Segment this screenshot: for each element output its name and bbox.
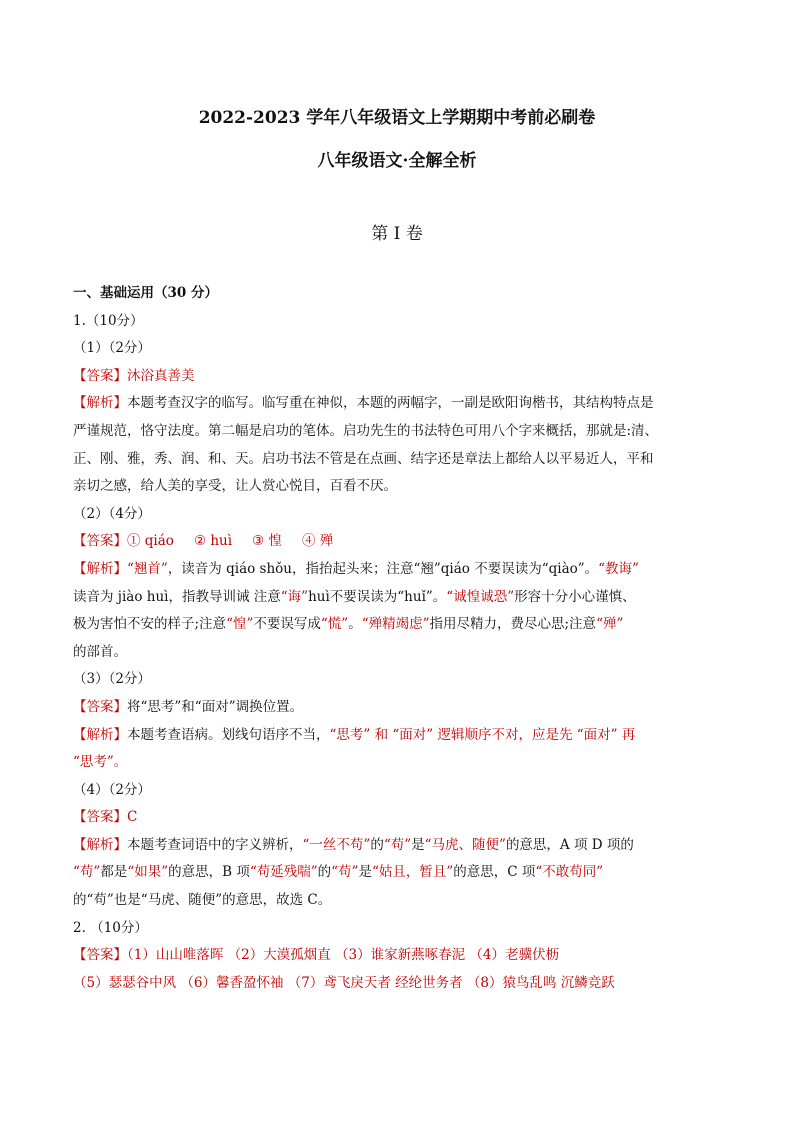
highlight: “姑且，暂且”: [371, 864, 454, 881]
answer-text: C: [127, 809, 138, 826]
answer-tag: 【答案】: [73, 367, 127, 384]
analysis-text: ，读音为 qiáo shǒu，指抬起头来；注意“翘”qiáo 不要误读为“qiào”。: [167, 560, 599, 577]
highlight: “如果”: [127, 864, 169, 881]
analysis-text: 。: [348, 616, 362, 633]
analysis-text: 不要误写成: [253, 616, 321, 633]
q1-p2-analysis-line: [73, 556, 729, 584]
q1-p3-analysis-line: “思考”。: [73, 754, 128, 771]
highlight: “苟”: [331, 864, 359, 881]
answer-text: 将“思考”和“面对”调换位置。: [127, 698, 304, 715]
answer-tag: 【答案】: [73, 698, 127, 715]
analysis-text: 的: [317, 864, 332, 881]
highlight: “慌”: [320, 616, 349, 633]
highlight: “不敢苟同”: [535, 864, 604, 881]
volume-title: 第 I 卷: [371, 224, 423, 244]
q1-p1-label: （1）（2分）: [73, 340, 151, 357]
highlight: “教诲”: [598, 560, 639, 577]
analysis-text: 读音为 jiào huì，指教导训诫 注意: [73, 588, 281, 605]
answer-content: [73, 280, 729, 997]
q1-p1-answer: [73, 363, 729, 391]
analysis-text: 是: [358, 864, 372, 881]
analysis-text: 的意思，B 项: [168, 864, 250, 881]
q1-p1-analysis-line: [73, 390, 729, 418]
answer-tag: 【答案】: [73, 809, 127, 826]
section-heading: 一、基础运用（30 分）: [73, 285, 218, 301]
analysis-tag: 【解析】: [73, 836, 127, 853]
q1-label: 1.（10分）: [73, 312, 144, 329]
analysis-text: 都是: [100, 864, 128, 881]
analysis-tag: 【解析】: [73, 395, 127, 412]
exam-title: 2022-2023 学年八年级语文上学期期中考前必刷卷: [198, 108, 596, 128]
answer-item: ① qiáo: [127, 533, 174, 550]
analysis-text: 极为害怕不安的样子;注意: [73, 616, 227, 633]
q1-p2-analysis-line: [73, 584, 729, 612]
highlight: “一丝不苟”: [302, 836, 371, 853]
analysis-text: huì不要误读为“huǐ”。: [308, 588, 447, 605]
analysis-text: 的: [370, 836, 384, 853]
highlight: “翘首”: [127, 560, 168, 577]
analysis-text: 本题考查词语中的字义辨析，: [127, 836, 303, 853]
highlight: “惶”: [226, 616, 254, 633]
q2-answer-line: [73, 942, 729, 970]
q1-p4-answer: [73, 804, 729, 832]
q1-p2-answer: [73, 528, 729, 556]
q2-answer-line: （5）瑟瑟谷中风 （6）馨香盈怀袖 （7）鸢飞戾天者 经纶世务者 （8）猿鸟乱鸣 沉鳞竞跃: [73, 974, 615, 991]
q1-p4-label: （4）（2分）: [73, 781, 151, 798]
highlight: “诲”: [280, 588, 309, 605]
answer-item: ④ 殚: [301, 533, 334, 550]
highlight: “殚精竭虑”: [361, 616, 430, 633]
q2-label: 2. （10分）: [73, 919, 148, 936]
q1-p4-analysis-line: 的“苟”也是“马虎、随便”的意思，故选 C。: [73, 892, 332, 909]
analysis-text: 指用尽精力，费尽心思;注意: [429, 616, 597, 633]
q1-p3-analysis-line: [73, 722, 729, 750]
q1-p1-analysis-line: 严谨规范，恪守法度。第二幅是启功的笔体。启功先生的书法特色可用八个字来概括，那就是:清、: [73, 422, 659, 439]
q1-p4-analysis-line: [73, 832, 729, 860]
q1-p4-analysis-line: [73, 859, 729, 887]
answer-text: （1）山山唯落晖 （2）大漠孤烟直 （3）谁家新燕啄春泥 （4）老骥伏枥: [127, 947, 559, 964]
analysis-text: 本题考查汉字的临写。临写重在神似，本题的两幅字，一副是欧阳询楷书，其结构特点是: [127, 395, 654, 412]
highlight: “殚”: [596, 616, 624, 633]
analysis-text: 形容十分小心谨慎、: [514, 588, 636, 605]
q1-p2-analysis-line: 的部首。: [73, 643, 127, 660]
highlight: “苟延残喘”: [249, 864, 318, 881]
analysis-tag: 【解析】: [73, 560, 127, 577]
q1-p2-analysis-line: [73, 611, 729, 639]
analysis-text: 的意思，A 项 D 项的: [505, 836, 634, 853]
highlight: “苟”: [383, 836, 412, 853]
q1-p3-answer: [73, 694, 729, 722]
answer-text: 沐浴真善美: [127, 367, 195, 384]
analysis-tag: 【解析】: [73, 726, 127, 743]
answer-tag: 【答案】: [73, 533, 127, 550]
answer-item: ② huì: [193, 533, 233, 550]
analysis-text: 是: [411, 836, 425, 853]
q1-p1-analysis-line: 亲切之感，给人美的享受，让人赏心悦目，百看不厌。: [73, 478, 397, 495]
answer-item: ③ 惶: [252, 533, 282, 550]
analysis-text: 本题考查语病。划线句语序不当，: [127, 726, 330, 743]
highlight: “诚惶诚恐”: [446, 588, 515, 605]
highlight: “苟”: [73, 864, 101, 881]
answer-tag: 【答案】: [73, 947, 127, 964]
analysis-text: 的意思，C 项: [453, 864, 536, 881]
q1-p3-label: （3）（2分）: [73, 671, 151, 688]
exam-subtitle: 八年级语文·全解全析: [317, 151, 477, 171]
highlight: “马虎、随便”: [424, 836, 506, 853]
q1-p1-analysis-line: 正、刚、雅，秀、润、和、天。启功书法不管是在点画、结字还是章法上都给人以平易近人，平和: [73, 450, 654, 467]
highlight: “思考” 和 “面对” 逻辑顺序不对，应是先 “面对” 再: [329, 726, 636, 743]
q1-p2-label: （2）（4分）: [73, 505, 151, 522]
